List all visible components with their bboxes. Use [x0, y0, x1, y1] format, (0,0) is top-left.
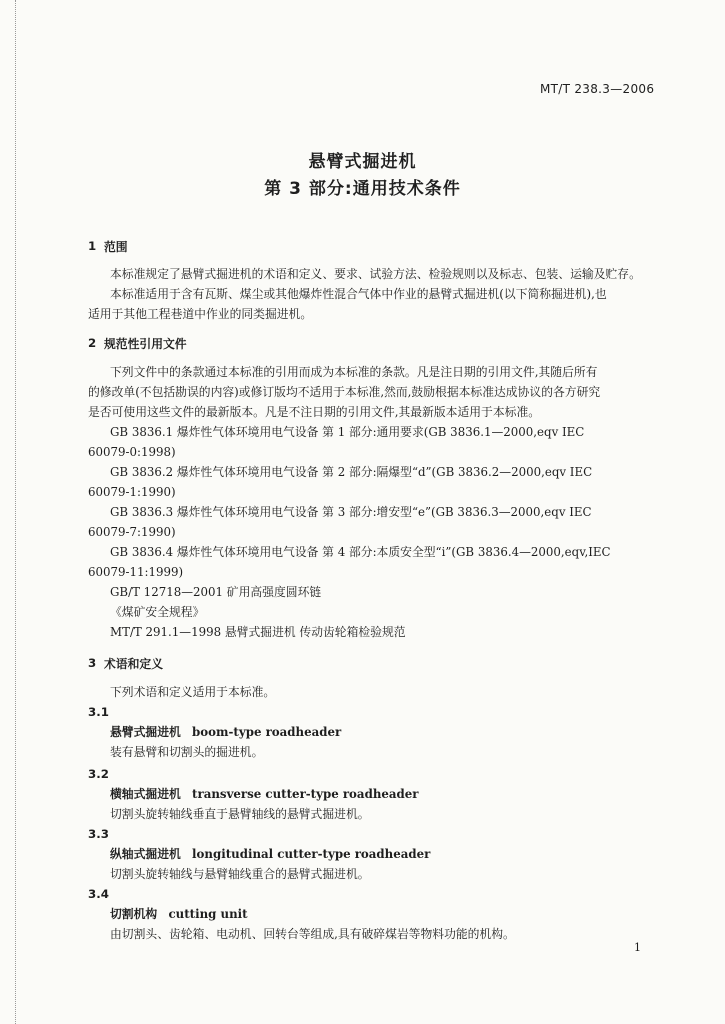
term-chinese: 纵轴式掘进机 [110, 847, 181, 861]
section-1-number: 1 [88, 239, 97, 253]
term-definition: 切割头旋转轴线与悬臂轴线重合的悬臂式掘进机。 [110, 867, 370, 881]
reference-entry: GB 3836.4 爆炸性气体环境用电气设备 第 4 部分:本质安全型“i”(GB 3836.4—2000,eqv,IEC [110, 545, 611, 559]
term-heading [110, 846, 430, 862]
term-heading [110, 786, 419, 802]
reference-entry-continued: 60079-1:1990) [88, 485, 176, 499]
term-number: 3.1 [88, 705, 109, 719]
term-english: transverse cutter-type roadheader [192, 787, 419, 801]
term-chinese: 悬臂式掘进机 [110, 725, 181, 739]
term-number: 3.2 [88, 767, 109, 781]
reference-entry: GB 3836.3 爆炸性气体环境用电气设备 第 3 部分:增安型“e”(GB 3836.3—2000,eqv IEC [110, 505, 592, 519]
reference-entry: MT/T 291.1—1998 悬臂式掘进机 传动齿轮箱检验规范 [110, 625, 406, 639]
term-english: boom-type roadheader [192, 725, 342, 739]
section-2-heading: 规范性引用文件 [104, 337, 187, 351]
term-number: 3.4 [88, 887, 109, 901]
section-3-intro: 下列术语和定义适用于本标准。 [110, 685, 276, 699]
section-2-number: 2 [88, 336, 97, 350]
term-heading [110, 724, 341, 740]
reference-entry: 《煤矿安全规程》 [110, 605, 205, 619]
section-1-paragraph-line: 本标准适用于含有瓦斯、煤尘或其他爆炸性混合气体中作业的悬臂式掘进机(以下简称掘进机),也 [110, 287, 607, 301]
term-definition: 切割头旋转轴线垂直于悬臂轴线的悬臂式掘进机。 [110, 807, 370, 821]
section-2-paragraph-line: 是否可使用这些文件的最新版本。凡是不注日期的引用文件,其最新版本适用于本标准。 [88, 405, 541, 419]
page-number: 1 [634, 941, 641, 954]
section-2-paragraph-line: 的修改单(不包括勘误的内容)或修订版均不适用于本标准,然而,鼓励根据本标准达成协议的各方研究 [88, 385, 601, 399]
reference-entry-continued: 60079-11:1999) [88, 565, 184, 579]
section-2-paragraph-line: 下列文件中的条款通过本标准的引用而成为本标准的条款。凡是注日期的引用文件,其随后所有 [110, 365, 598, 379]
term-chinese: 切割机构 [110, 907, 158, 921]
term-heading [110, 906, 248, 922]
term-chinese: 横轴式掘进机 [110, 787, 181, 801]
term-definition: 装有悬臂和切割头的掘进机。 [110, 745, 264, 759]
section-1-heading: 范围 [104, 240, 128, 254]
term-english: cutting unit [168, 907, 248, 921]
section-3-heading: 术语和定义 [104, 657, 163, 671]
reference-entry: GB 3836.2 爆炸性气体环境用电气设备 第 2 部分:隔爆型“d”(GB 3836.2—2000,eqv IEC [110, 465, 593, 479]
reference-entry: GB/T 12718—2001 矿用高强度圆环链 [110, 585, 322, 599]
term-number: 3.3 [88, 827, 109, 841]
reference-entry-continued: 60079-0:1998) [88, 445, 176, 459]
term-definition: 由切割头、齿轮箱、电动机、回转台等组成,具有破碎煤岩等物料功能的机构。 [110, 927, 515, 941]
reference-entry: GB 3836.1 爆炸性气体环境用电气设备 第 1 部分:通用要求(GB 3836.1—2000,eqv IEC [110, 425, 585, 439]
standard-number: MT/T 238.3—2006 [540, 82, 655, 96]
document-subtitle: 第 3 部分:通用技术条件 [264, 179, 461, 199]
document-title: 悬臂式掘进机 [308, 152, 417, 172]
section-3-number: 3 [88, 656, 97, 670]
section-1-paragraph-line: 本标准规定了悬臂式掘进机的术语和定义、要求、试验方法、检验规则以及标志、包装、运输及贮存。 [110, 267, 641, 281]
term-english: longitudinal cutter-type roadheader [192, 847, 431, 861]
reference-entry-continued: 60079-7:1990) [88, 525, 176, 539]
section-1-paragraph-line: 适用于其他工程巷道中作业的同类掘进机。 [88, 307, 313, 321]
